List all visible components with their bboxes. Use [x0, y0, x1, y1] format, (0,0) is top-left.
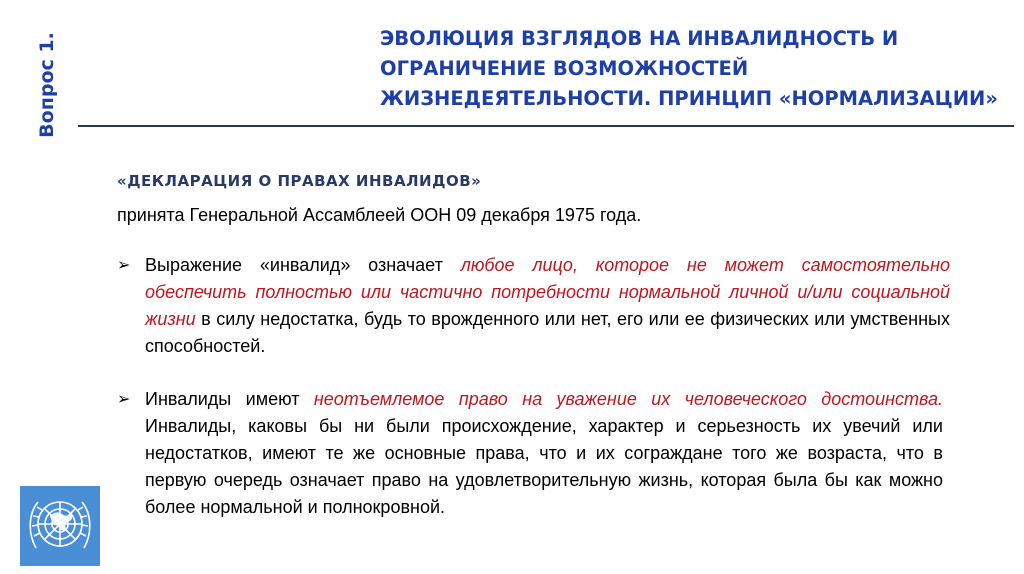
bullet-text: [145, 252, 950, 360]
arrow-bullet-icon: ➢: [117, 257, 131, 274]
un-emblem-icon: [20, 486, 100, 566]
question-label: Вопрос 1.: [36, 32, 58, 138]
bullet-text-plain: в силу недостатка, будь то врожденного или нет, его или ее физических или умственных способностей.: [145, 309, 950, 356]
bullet-text-highlight: неотъемлемое право на уважение их человеческого достоинства.: [313, 389, 943, 409]
bullet-text: [145, 386, 943, 521]
bullet-text-highlight: любое лицо, которое не может самостоятельно обеспечить полностью или частично потребности нормальной личной и/или социальной жизни: [145, 255, 951, 329]
declaration-heading: «ДЕКЛАРАЦИЯ О ПРАВАХ ИНВАЛИДОВ»: [117, 172, 482, 190]
bullet-text-plain: Инвалиды, каковы бы ни были происхождение, характер и серьезность их увечий или недостатков, имеют те же основные права, что и их сограждане того же возраста, что в первую очередь означает право на удовлетворительную жизнь, которая была бы как можно более нормальной и полнокровной.: [145, 416, 943, 517]
arrow-bullet-icon: ➢: [117, 391, 131, 408]
bullet-item-definition: [117, 252, 950, 360]
un-emblem-graphic: [20, 486, 100, 566]
bullet-text-plain: Инвалиды имеют: [145, 389, 314, 409]
declaration-subheading: принята Генеральной Ассамблеей ООН 09 декабря 1975 года.: [117, 205, 642, 225]
bullet-item-rights: [117, 386, 943, 521]
bullet-text-plain: Выражение «инвалид» означает: [145, 255, 461, 275]
title-divider: [78, 125, 1014, 127]
slide-title: ЭВОЛЮЦИЯ ВЗГЛЯДОВ НА ИНВАЛИДНОСТЬ И ОГРАНИЧЕНИЕ ВОЗМОЖНОСТЕЙ ЖИЗНЕДЕЯТЕЛЬНОСТИ. ПРИНЦИП «НОРМАЛИЗАЦИИ»: [380, 27, 998, 110]
